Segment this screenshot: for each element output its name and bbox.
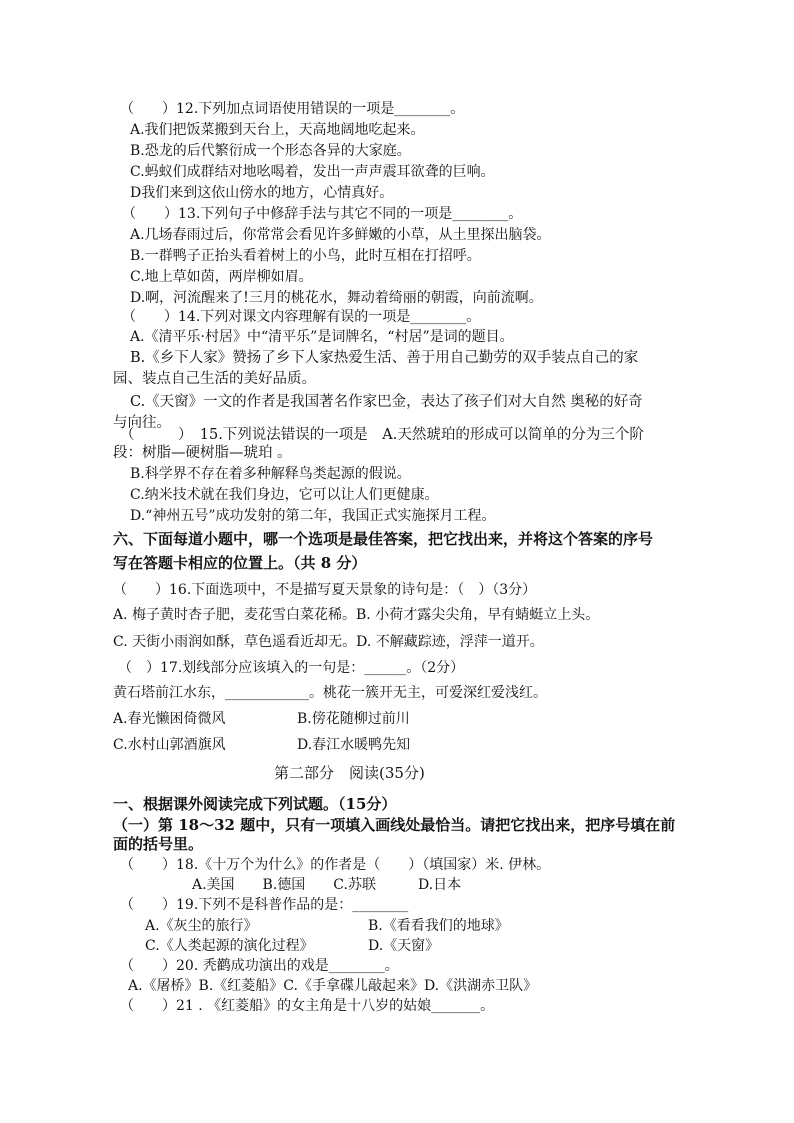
part-2-subheading-cont: 面的括号里。 (113, 835, 204, 853)
question-14-option-b: B.《乡下人家》赞扬了乡下人家热爱生活、善于用自己勤劳的双手装点自己的家 (130, 350, 639, 366)
question-12-option-c: C.蚂蚁们成群结对地吆喝着，发出一声声震耳欲聋的巨响。 (130, 164, 495, 180)
question-12-option-b: B.恐龙的后代繁衍成一个形态各异的大家庭。 (130, 143, 411, 159)
question-15-option-b: B.科学界不存在着多种解释鸟类起源的假说。 (130, 466, 411, 482)
question-14-option-a: A.《清平乐·村居》中“清平乐”是词牌名，“村居”是词的题目。 (130, 329, 514, 345)
question-14-option-b-cont: 园、装点自己生活的美好品质。 (113, 371, 316, 387)
part-2-heading: 一、根据课外阅读完成下列试题。（15分） (113, 795, 397, 813)
question-12-option-a: A.我们把饭菜搬到天台上，天高地阔地吃起来。 (130, 122, 425, 138)
question-12-stem: （ ）12.下列加点词语使用错误的一项是________。 (120, 101, 465, 117)
question-16-options-cd: C. 天街小雨润如酥，草色遥看近却无。D. 不解藏踪迹，浮萍一道开。 (113, 634, 544, 650)
question-15-option-c: C.纳米技术就在我们身边，它可以让人们更健康。 (130, 487, 439, 503)
question-19-option-d: D.《天窗》 (368, 938, 440, 954)
question-20-stem: （ ）20. 秃鹳成功演出的戏是________。 (120, 958, 399, 974)
question-17-option-b: B.傍花随柳过前川 (297, 711, 410, 727)
section-6-heading-cont: 写在答题卡相应的位置上。（共 8 分） (113, 554, 367, 572)
question-19-option-a: A.《灰尘的旅行》 (145, 918, 258, 934)
question-14-stem: （ ）14.下列对课文内容理解有误的一项是________。 (122, 309, 481, 325)
question-17-option-c: C.水村山郭酒旗风 (113, 737, 226, 753)
question-13-option-b: B.一群鸭子正抬头看着树上的小鸟，此时互相在打招呼。 (130, 248, 481, 264)
question-19-option-c: C.《人类起源的演化过程》 (145, 938, 314, 954)
section-6-heading: 六、下面每道小题中，哪一个选项是最佳答案，把它找出来，并将这个答案的序号 (113, 530, 654, 548)
question-17-stem: （ ）17.划线部分应该填入的一句是：______。（2分） (118, 660, 465, 676)
question-14-option-c-cont: 与向往。 (113, 415, 171, 431)
question-18-options: A.美国 B.德国 C.苏联 D.日本 (192, 877, 462, 893)
question-17-poem: 黄石塔前江水东，____________。桃花一簇开无主，可爱深红爱浅红。 (113, 685, 547, 701)
question-19-stem: （ ）19.下列不是科普作品的是：________ (120, 897, 409, 913)
question-15-stem-cont: 段：树脂—硬树脂—琥珀 。 (113, 445, 292, 461)
question-13-option-a: A.几场春雨过后，你常常会看见许多鲜嫩的小草，从土里探出脑袋。 (130, 227, 551, 243)
question-13-stem: （ ）13.下列句子中修辞手法与其它不同的一项是________。 (122, 206, 523, 222)
question-18-stem: （ ）18.《十万个为什么》的作者是（ ）（填国家）米. 伊林。 (120, 857, 551, 873)
question-17-option-a: A.春光懒困倚微风 (113, 711, 226, 727)
part-2-subheading: （一）第 18～32 题中，只有一项填入画线处最恰当。请把它找出来，把序号填在前 (113, 816, 676, 834)
question-17-option-d: D.春江水暖鸭先知 (297, 737, 411, 753)
question-14-option-c: C.《天窗》一文的作者是我国著名作家巴金，表达了孩子们对大自然 奥秘的好奇 (130, 394, 643, 410)
question-13-option-d: D.啊，河流醒来了!三月的桃花水，舞动着绮丽的朝霞，向前流啊。 (130, 290, 543, 306)
question-16-stem: （ ）16.下面选项中，不是描写夏天景象的诗句是：（ ）（3分） (113, 582, 537, 598)
question-19-option-b: B.《看看我们的地球》 (368, 918, 509, 934)
question-13-option-c: C.地上草如茵，两岸柳如眉。 (130, 269, 313, 285)
question-16-options-ab: A. 梅子黄时杏子肥，麦花雪白菜花稀。B. 小荷才露尖尖角，早有蜻蜓立上头。 (113, 607, 600, 623)
part-2-title: 第二部分 阅读(35分) (274, 764, 425, 782)
question-15-option-d: D.“神州五号”成功发射的第二年，我国正式实施探月工程。 (130, 508, 496, 524)
question-15-stem: （ ） 15.下列说法错误的一项是 A.天然琥珀的形成可以简单的分为三个阶 (120, 427, 644, 443)
question-20-options: A.《屠桥》B.《红菱船》C.《手拿碟儿敲起来》D.《洪湖赤卫队》 (128, 978, 538, 994)
question-21-stem: （ ）21 . 《红菱船》的女主角是十八岁的姑娘_______。 (120, 998, 495, 1014)
question-12-option-d: D我们来到这依山傍水的地方，心情真好。 (130, 185, 394, 201)
